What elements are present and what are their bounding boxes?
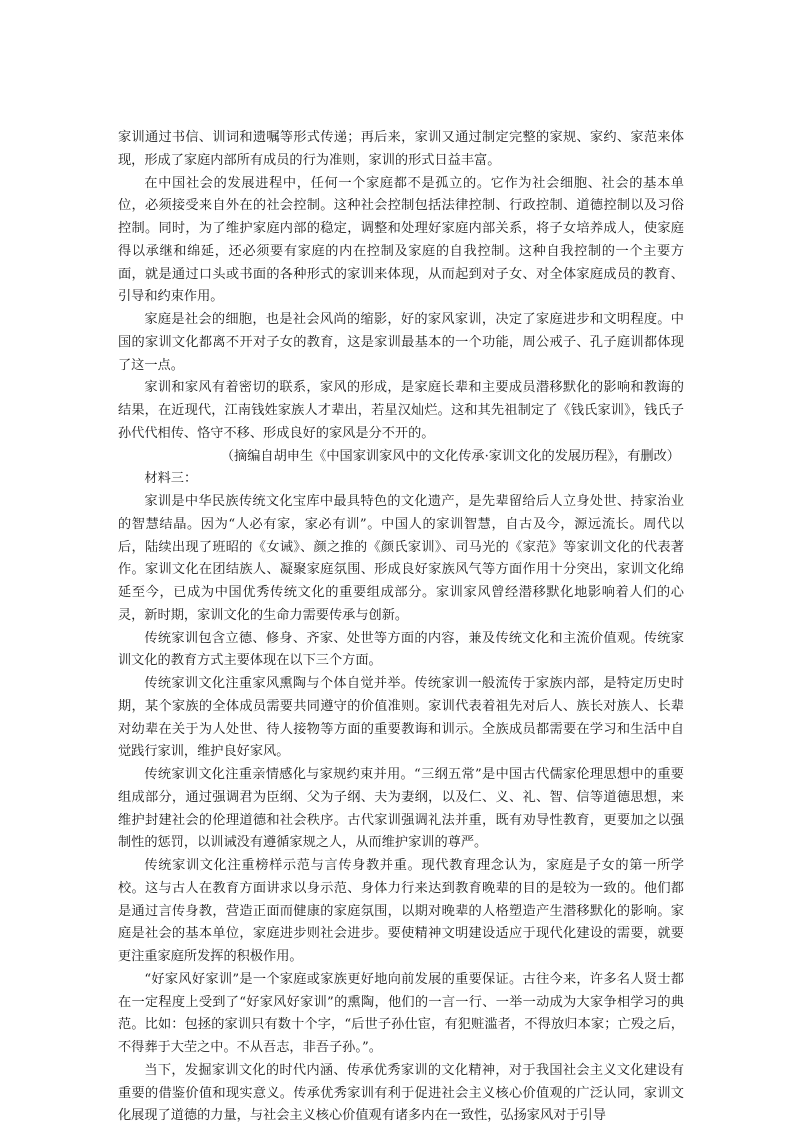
paragraph: 传统家训包含立德、修身、齐家、处世等方面的内容，兼及传统文化和主流价值观。传统家训文化的教育方式主要体现在以下三个方面。 [118, 630, 684, 669]
document-page [118, 127, 684, 1128]
paragraph: 家训和家风有着密切的联系，家风的形成，是家庭长辈和主要成员潜移默化的影响和教诲的结果，在近现代，江南钱姓家族人才辈出，若星汉灿烂。这和其先祖制定了《钱氏家训》，钱氏子孙代代相传、恪守不移、形成良好的家风是分不开的。 [118, 380, 684, 441]
paragraph: “好家风好家训”是一个家庭或家族更好地向前发展的重要保证。古往今来，许多名人贤士都在一定程度上受到了“好家风好家训”的熏陶，他们的一言一行、一举一动成为大家争相学习的典范。比如：包拯的家训只有数十个字，“后世子孙仕宦，有犯赃滥者，不得放归本家；亡殁之后，不得葬于大茔之中。不从吾志，非吾子孙。”。 [118, 971, 684, 1055]
paragraph: 传统家训文化注重榜样示范与言传身教并重。现代教育理念认为，家庭是子女的第一所学校。这与古人在教育方面讲求以身示范、身体力行来达到教育晚辈的目的是较为一致的。他们都是通过言传身教，营造正面而健康的家庭氛围，以期对晚辈的人格塑造产生潜移默化的影响。家庭是社会的基本单位，家庭进步则社会进步。要使精神文明建设适应于现代化建设的需要，就要更注重家庭所发挥的积极作用。 [118, 858, 684, 964]
paragraph: 传统家训文化注重亲情感化与家规约束并用。“三纲五常”是中国古代儒家伦理思想中的重要组成部分，通过强调君为臣纲、父为子纲、夫为妻纲，以及仁、义、礼、智、信等道德思想，来维护封建社会的伦理道德和社会秩序。古代家训强调礼法并重，既有劝导性教育，更要加之以强制性的惩罚，以训诫没有遵循家规之人，从而维护家训的尊严。 [118, 767, 684, 851]
paragraph: 家庭是社会的细胞，也是社会风尚的缩影，好的家风家训，决定了家庭进步和文明程度。中国的家训文化都离不开对子女的教育，这是家训最基本的一个功能，周公戒子、孔子庭训都体现了这一点。 [118, 312, 684, 373]
paragraph: 在中国社会的发展进程中，任何一个家庭都不是孤立的。它作为社会细胞、社会的基本单位，必须接受来自外在的社会控制。这种社会控制包括法律控制、行政控制、道德控制以及习俗控制。同时，为了维护家庭内部的稳定，调整和处理好家庭内部关系，将子女培养成人，使家庭得以承继和绵延，还必须要有家庭的内在控制及家庭的自我控制。这种自我控制的一个主要方面，就是通过口头或书面的各种形式的家训来体现，从而起到对子女、对全体家庭成员的教育、引导和约束作用。 [118, 175, 684, 305]
source-citation: （摘编自胡申生《中国家训家风中的文化传承·家训文化的发展历程》，有删改） [220, 448, 680, 464]
paragraph-continuation: 家训通过书信、训词和遗嘱等形式传递；再后来，家训又通过制定完整的家规、家约、家范来体现，形成了家庭内部所有成员的行为准则，家训的形式日益丰富。 [118, 130, 684, 168]
paragraph: 传统家训文化注重家风熏陶与个体自觉并举。传统家训一般流传于家族内部，是特定历史时期，某个家族的全体成员需要共同遵守的价值准则。家训代表着祖先对后人、族长对族人、长辈对幼辈在关于为人处世、待人接物等方面的重要教诲和训示。全族成员都需要在学习和生活中自觉践行家训，维护良好家风。 [118, 676, 684, 760]
paragraph: 当下，发掘家训文化的时代内涵、传承优秀家训的文化精神，对于我国社会主义文化建设有重要的借鉴价值和现实意义。传承优秀家训有利于促进社会主义核心价值观的广泛认同，家训文化展现了道德的力量，与社会主义核心价值观有诸多内在一致性，弘扬家风对于引导 [118, 1062, 684, 1124]
paragraph: 家训是中华民族传统文化宝库中最具特色的文化遗产，是先辈留给后人立身处世、持家治业的智慧结晶。因为“人必有家，家必有训”。中国人的家训智慧，自古及今，源远流长。周代以后，陆续出现了班昭的《女诫》、颜之推的《颜氏家训》、司马光的《家范》等家训文化的代表著作。家训文化在团结族人、凝聚家庭氛围、形成良好家族风气等方面作用十分突出，家训文化绵延至今，已成为中国优秀传统文化的重要组成部分。家训家风曾经潜移默化地影响着人们的心灵，新时期，家训文化的生命力需要传承与创新。 [118, 494, 684, 623]
material-label: 材料三： [144, 471, 198, 487]
